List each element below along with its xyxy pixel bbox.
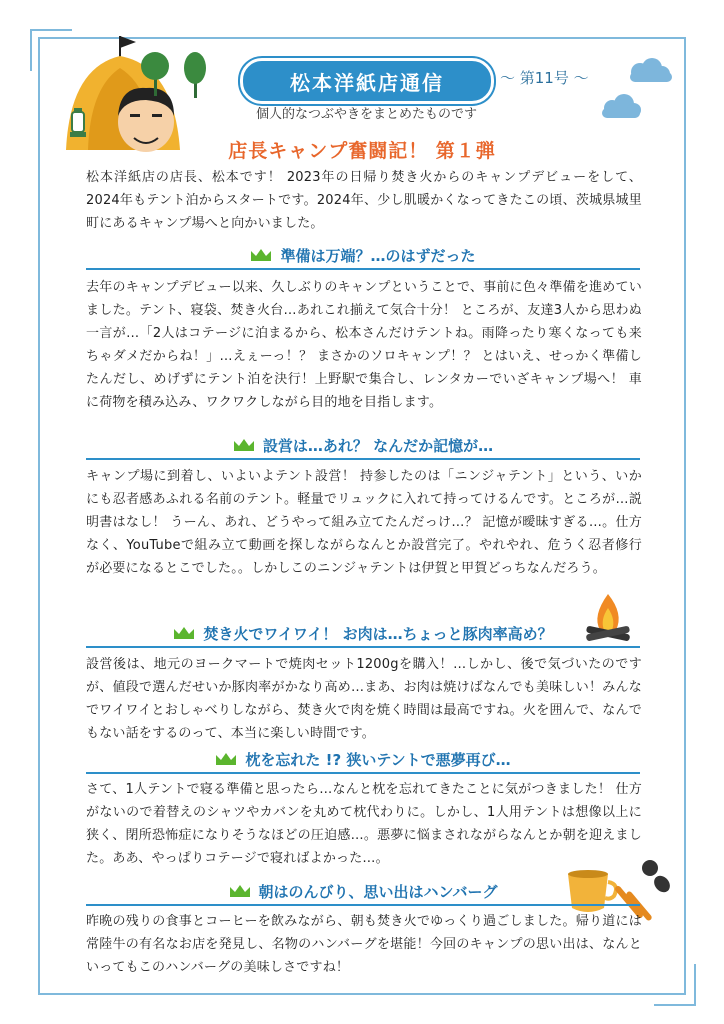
issue-number: 〜 第11号 〜 bbox=[500, 69, 589, 87]
section-body-1: 去年のキャンプデビュー以来、久しぶりのキャンプということで、事前に色々準備を進めていました。テント、寝袋、焚き火台…あれこれ揃えて気合十分！ ところが、友達3人から思わぬ一言が…「2人はコテージに泊まるから、松本さんだけテントね。雨降ったり寒くなっても来ちゃダメだからね！」…えぇーっ！？ まさかのソロキャンプ！？ とはいえ、せっかく準備したんだし、めげずにテント泊を決行！上野駅で集合し、レンタカーでいざキャンプ場へ！ 車に荷物を積み込み、ワクワクしながら目的地を目指します。 bbox=[86, 280, 642, 410]
main-headline: 店長キャンプ奮闘記！ 第１弾 bbox=[228, 140, 496, 162]
crown-icon bbox=[250, 248, 272, 262]
section-heading-3: 焚き火でワイワイ！ お肉は…ちょっと豚肉率高め？ bbox=[86, 620, 640, 648]
section-heading-1: 準備は万端？…のはずだった bbox=[86, 242, 640, 270]
crown-icon bbox=[215, 752, 237, 766]
section-body-5: 昨晩の残りの食事とコーヒーを飲みながら、朝も焚き火でゆっくり過ごしました。帰り道には常陸牛の有名なお店を発見し、名物のハンバーグを堪能！今回のキャンプの思い出は、なんといってもこのハンバーグの美味しさですね！ bbox=[86, 914, 642, 975]
crown-icon bbox=[229, 884, 251, 898]
crown-icon bbox=[173, 626, 195, 640]
cloud-icon bbox=[596, 58, 676, 128]
tree-icon bbox=[140, 44, 220, 104]
tagline: 個人的なつぶやきをまとめたものです bbox=[256, 107, 478, 122]
section-body-4: さて、1人テントで寝る準備と思ったら…なんと枕を忘れてきたことに気がつきました！ 仕方がないので着替えのシャツやカバンを丸めて枕代わりに。しかし、1人用テントは想像以上に狭く、閉所恐怖症になりそうなほどの圧迫感…。悪夢に悩まされながらなんとか朝を迎えました。ああ、やっぱりコテージで寝ればよかった…。 bbox=[86, 782, 642, 866]
frame-corner-bottom-right bbox=[654, 964, 696, 1006]
section-body-2: キャンプ場に到着し、いよいよテント設営！ 持参したのは「ニンジャテント」という、いかにも忍者感あふれる名前のテント。軽量でリュックに入れて持ってけるんです。ところが…説明書はなし！ うーん、あれ、どうやって組み立てたんだっけ…？ 記憶が曖昧すぎる…。仕方なく、YouTubeで組み立て動画を探しながらなんとか設営完了。やれやれ、危うく忍者修行が必要になるとこでした。。しかしこのニンジャテントは伊賀と甲賀どっちなんだろう。 bbox=[86, 469, 642, 576]
intro-paragraph: 松本洋紙店の店長、松本です！ 2023年の日帰り焚き火からのキャンプデビューをして、2024年もテント泊からスタートです。2024年、少し肌暖かくなってきたこの頃、茨城県城里町にあるキャンプ場へと向かいました。 bbox=[86, 170, 642, 231]
section-heading-2: 設営は…あれ？ なんだか記憶が… bbox=[86, 432, 640, 460]
section-body-3: 設営後は、地元のヨークマートで焼肉セット1200gを購入！…しかし、後で気づいたのですが、値段で選んだせいか豚肉率がかなり高め…まあ、お肉は焼けばなんでも美味しい！みんなでワイワイとおしゃべりしながら、焚き火で肉を焼く時間は最高ですね。火を囲んで、なんでもない話をするのって、本当に楽しい時間です。 bbox=[86, 657, 642, 741]
newsletter-title: 松本洋紙店通信 bbox=[240, 58, 494, 104]
lantern-icon bbox=[70, 108, 86, 137]
section-heading-4: 枕を忘れた !? 狭いテントで悪夢再び… bbox=[86, 746, 640, 774]
flag-icon bbox=[120, 36, 136, 48]
crown-icon bbox=[233, 438, 255, 452]
section-heading-5: 朝はのんびり、思い出はハンバーグ bbox=[86, 878, 640, 906]
